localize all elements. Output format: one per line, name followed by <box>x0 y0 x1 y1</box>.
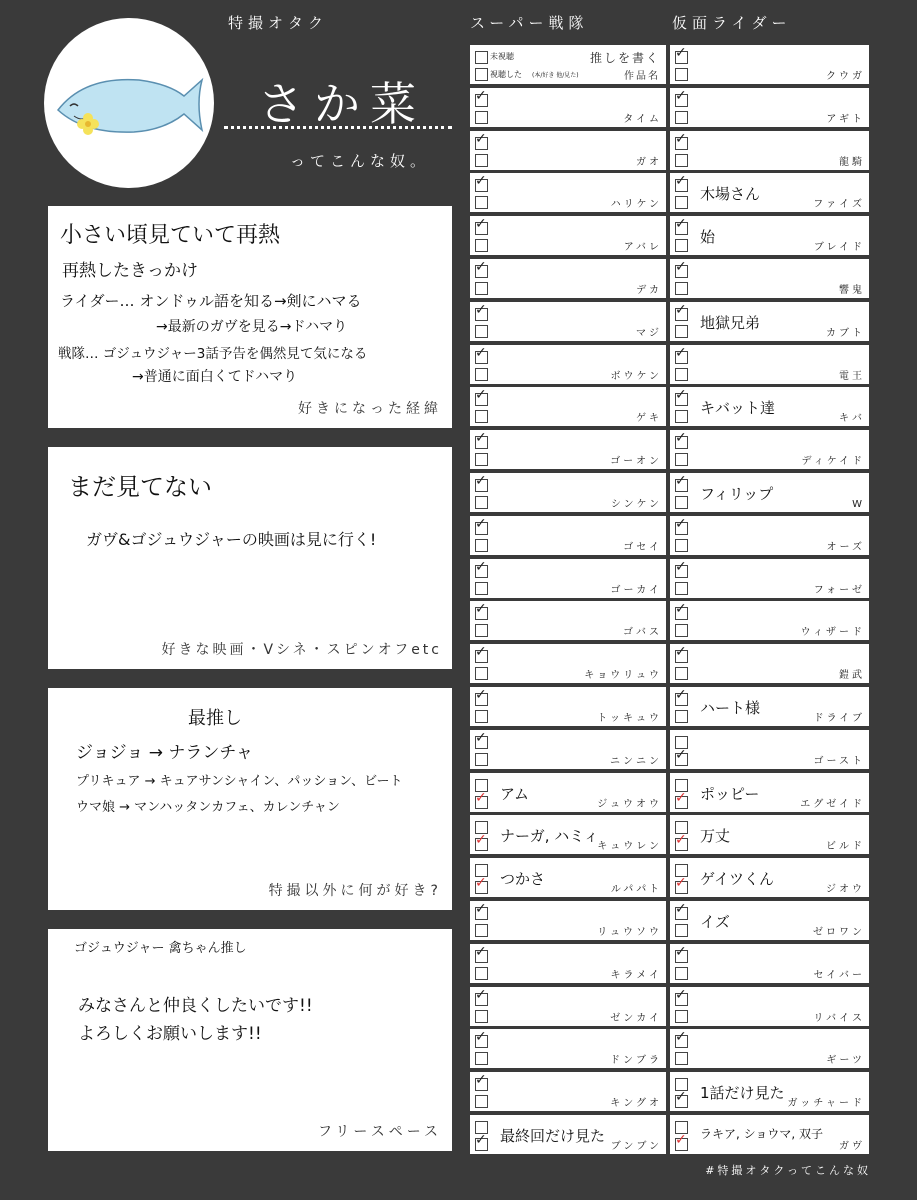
rider-top-checkbox[interactable] <box>675 907 688 920</box>
rider-top-checkbox[interactable] <box>675 1035 688 1048</box>
rider-series-name: 響鬼 <box>839 285 865 296</box>
rider-series-name: セイバー <box>813 969 865 981</box>
sentai-series-name: ハリケン <box>610 199 662 211</box>
rider-oshi-note: 地獄兄弟 <box>700 313 761 332</box>
rider-bottom-checkbox[interactable] <box>675 967 688 980</box>
sentai-top-checkbox[interactable] <box>475 222 488 235</box>
sentai-row <box>470 473 666 512</box>
rider-bottom-checkbox[interactable] <box>675 111 688 124</box>
sentai-series-name: デカ <box>636 285 662 296</box>
fish-icon <box>44 18 214 188</box>
panel4-line-2: よろしくお願いします!! <box>78 1024 262 1044</box>
rider-row <box>670 216 869 255</box>
rider-bottom-checkbox[interactable] <box>675 368 688 381</box>
legend-watched-note: (本/好き 他/見た) <box>532 72 579 79</box>
sentai-bottom-checkbox[interactable] <box>475 582 488 595</box>
rider-top-checkbox[interactable] <box>675 351 688 364</box>
rider-top-checkbox[interactable] <box>675 950 688 963</box>
rider-row <box>670 687 869 726</box>
sentai-series-name: ドンブラ <box>610 1055 662 1067</box>
rider-series-name: 鎧武 <box>839 670 865 682</box>
sentai-series-name: シンケン <box>610 499 662 510</box>
sentai-bottom-checkbox[interactable] <box>475 667 488 680</box>
rider-bottom-checkbox[interactable] <box>675 796 688 809</box>
sentai-row <box>470 944 666 983</box>
rider-row <box>670 259 869 298</box>
rider-series-name: エグゼイド <box>800 798 865 810</box>
rider-row <box>670 773 869 812</box>
sentai-bottom-checkbox[interactable] <box>475 496 488 509</box>
sentai-row <box>470 987 666 1026</box>
rider-bottom-checkbox[interactable] <box>675 710 688 723</box>
sentai-series-name: タイム <box>623 113 662 125</box>
sentai-top-checkbox[interactable] <box>475 436 488 449</box>
sentai-row <box>470 1115 666 1154</box>
sentai-row <box>470 559 666 598</box>
sentai-top-checkbox[interactable] <box>475 393 488 406</box>
rider-row <box>670 987 869 1026</box>
rider-series-name: オーズ <box>826 541 865 553</box>
legend-cell <box>470 45 666 84</box>
rider-row <box>670 173 869 212</box>
sentai-series-name: ゴバス <box>623 627 662 639</box>
sentai-row <box>470 730 666 769</box>
sentai-series-name: ゴセイ <box>623 541 662 553</box>
sentai-row <box>470 387 666 426</box>
rider-bottom-checkbox[interactable] <box>675 282 688 295</box>
sentai-bottom-checkbox[interactable] <box>475 196 488 209</box>
rider-top-checkbox[interactable] <box>675 479 688 492</box>
sentai-series-name: マジ <box>636 327 662 339</box>
panel2-title: 好きな映画・Vシネ・スピンオフetc <box>161 642 442 658</box>
sentai-oshi-note: アム <box>500 784 529 803</box>
rider-series-name: ビルド <box>826 841 865 853</box>
sentai-bottom-checkbox[interactable] <box>475 624 488 637</box>
sentai-row <box>470 1029 666 1068</box>
rider-series-name: フォーゼ <box>813 584 865 596</box>
sentai-series-name: トッキュウ <box>597 713 662 724</box>
sentai-top-checkbox[interactable] <box>475 308 488 321</box>
rider-row <box>670 858 869 897</box>
sentai-bottom-checkbox[interactable] <box>475 881 488 894</box>
sentai-top-checkbox[interactable] <box>475 736 488 749</box>
sentai-top-checkbox[interactable] <box>475 693 488 706</box>
sentai-row <box>470 88 666 127</box>
rider-row <box>670 601 869 640</box>
rider-row <box>670 644 869 683</box>
rider-bottom-checkbox[interactable] <box>675 624 688 637</box>
name-underline <box>224 126 452 129</box>
sentai-row <box>470 1072 666 1111</box>
legend-watched-label: 視聴した <box>490 70 522 79</box>
rider-oshi-note: ハート様 <box>700 699 761 717</box>
rider-bottom-checkbox[interactable] <box>675 196 688 209</box>
panel-how-i-got-into-it <box>48 206 452 428</box>
sentai-top-checkbox[interactable] <box>475 265 488 278</box>
rider-row <box>670 302 869 341</box>
sentai-bottom-checkbox[interactable] <box>475 239 488 252</box>
sentai-bottom-checkbox[interactable] <box>475 838 488 851</box>
rider-oshi-note: 万丈 <box>700 827 731 846</box>
rider-row <box>670 516 869 555</box>
sentai-series-name: ルパパト <box>610 884 662 896</box>
rider-top-checkbox[interactable] <box>675 179 688 192</box>
panel1-line-2: ライダー… オンドゥル語を知る→剣にハマる <box>60 292 362 310</box>
rider-bottom-checkbox[interactable] <box>675 154 688 167</box>
panel2-line-1: ガヴ&ゴジュウジャーの映画は見に行く! <box>86 530 377 549</box>
rider-top-checkbox[interactable] <box>675 993 688 1006</box>
rider-row <box>670 88 869 127</box>
rider-series-name: ウィザード <box>800 627 865 639</box>
rider-oshi-note: 木場さん <box>700 185 761 204</box>
rider-row <box>670 730 869 769</box>
sentai-top-checkbox[interactable] <box>475 137 488 150</box>
rider-bottom-checkbox[interactable] <box>675 1095 688 1108</box>
sentai-bottom-checkbox[interactable] <box>475 410 488 423</box>
header-sentai: スーパー戦隊 <box>470 14 589 32</box>
rider-oshi-note: イズ <box>700 913 730 931</box>
rider-bottom-checkbox[interactable] <box>675 496 688 509</box>
rider-bottom-checkbox[interactable] <box>675 68 688 81</box>
rider-series-name: キバ <box>839 413 865 425</box>
sentai-series-name: ゲキ <box>636 413 662 425</box>
rider-bottom-checkbox[interactable] <box>675 239 688 252</box>
sentai-series-name: ゴーオン <box>610 456 662 468</box>
sentai-series-name: キュウレン <box>597 841 662 853</box>
panel3-line-0: 最推し <box>188 708 242 729</box>
panel1-line-4: 戦隊… ゴジュウジャー3話予告を偶然見て気になる <box>58 346 368 362</box>
rider-bottom-checkbox[interactable] <box>675 881 688 894</box>
sentai-bottom-checkbox[interactable] <box>475 1010 488 1023</box>
sentai-bottom-checkbox[interactable] <box>475 111 488 124</box>
rider-series-name: ドライブ <box>813 713 865 724</box>
rider-bottom-checkbox[interactable] <box>675 582 688 595</box>
hashtag: #特撮オタクってこんな奴 <box>705 1164 871 1177</box>
profile-avatar <box>44 18 214 188</box>
rider-top-checkbox[interactable] <box>675 94 688 107</box>
rider-row <box>670 345 869 384</box>
legend-oshi-label: 推しを書く <box>589 51 660 65</box>
sentai-series-name: キョウリュウ <box>584 670 662 682</box>
panel1-line-0: 小さい頃見ていて再熱 <box>60 223 281 248</box>
panel4-line-0: ゴジュウジャー 禽ちゃん推し <box>74 941 247 956</box>
sentai-row <box>470 601 666 640</box>
panel1-title: 好きになった経緯 <box>298 401 442 417</box>
sentai-bottom-checkbox[interactable] <box>475 1138 488 1151</box>
sentai-bottom-checkbox[interactable] <box>475 796 488 809</box>
sentai-row <box>470 173 666 212</box>
sentai-top-checkbox[interactable] <box>475 351 488 364</box>
rider-row <box>670 473 869 512</box>
panel4-title: フリースペース <box>317 1124 442 1140</box>
sentai-series-name: ジュウオウ <box>597 798 662 810</box>
legend-watched-checkbox <box>475 68 488 81</box>
panel3-line-2: プリキュア → キュアサンシャイン、パッション、ビート <box>76 774 403 789</box>
sentai-bottom-checkbox[interactable] <box>475 368 488 381</box>
sentai-row <box>470 259 666 298</box>
rider-series-name: ジオウ <box>826 884 865 896</box>
sentai-row <box>470 131 666 170</box>
sentai-oshi-note: ナーガ, ハミィ <box>500 827 599 846</box>
rider-series-name: クウガ <box>826 71 865 82</box>
sentai-bottom-checkbox[interactable] <box>475 924 488 937</box>
rider-series-name: 龍騎 <box>839 156 865 168</box>
sentai-row <box>470 516 666 555</box>
sentai-series-name: ガオ <box>636 156 662 168</box>
rider-row <box>670 131 869 170</box>
sentai-top-checkbox[interactable] <box>475 950 488 963</box>
rider-row <box>670 559 869 598</box>
rider-bottom-checkbox[interactable] <box>675 924 688 937</box>
panel2-line-0: まだ見てない <box>68 473 212 501</box>
sentai-top-checkbox[interactable] <box>475 907 488 920</box>
header-left: 特撮オタク <box>228 14 329 32</box>
rider-top-checkbox[interactable] <box>675 650 688 663</box>
panel1-line-3: →最新のガヴを見る→ドハマり <box>156 319 348 335</box>
rider-series-name: リバイス <box>813 1012 865 1024</box>
sentai-series-name: ゼンカイ <box>610 1012 662 1024</box>
sentai-row <box>470 901 666 940</box>
panel-free-space <box>48 929 452 1151</box>
sentai-bottom-checkbox[interactable] <box>475 710 488 723</box>
rider-top-checkbox[interactable] <box>675 436 688 449</box>
rider-row <box>670 45 869 84</box>
sentai-row <box>470 302 666 341</box>
rider-top-checkbox[interactable] <box>675 265 688 278</box>
sentai-series-name: ニンニン <box>610 755 662 767</box>
rider-series-name: アギト <box>826 113 865 125</box>
sentai-bottom-checkbox[interactable] <box>475 1095 488 1108</box>
rider-row <box>670 387 869 426</box>
sentai-series-name: キラメイ <box>610 969 662 981</box>
sentai-series-name: ブンブン <box>610 1141 662 1152</box>
rider-series-name: ギーツ <box>826 1055 865 1067</box>
sentai-top-checkbox[interactable] <box>475 1078 488 1091</box>
sentai-series-name: キングオ <box>610 1098 662 1110</box>
sentai-bottom-checkbox[interactable] <box>475 325 488 338</box>
rider-series-name: カブト <box>826 327 865 339</box>
rider-series-name: 電王 <box>839 370 865 382</box>
rider-bottom-checkbox[interactable] <box>675 453 688 466</box>
panel1-line-1: 再熱したきっかけ <box>62 261 198 281</box>
rider-series-name: ゴースト <box>813 755 865 767</box>
panel-other-likes <box>48 688 452 910</box>
rider-top-checkbox[interactable] <box>675 693 688 706</box>
sentai-top-checkbox[interactable] <box>475 479 488 492</box>
rider-bottom-checkbox[interactable] <box>675 539 688 552</box>
sentai-top-checkbox[interactable] <box>475 565 488 578</box>
rider-top-checkbox[interactable] <box>675 51 688 64</box>
panel3-title: 特撮以外に何が好き? <box>268 883 442 899</box>
sentai-bottom-checkbox[interactable] <box>475 154 488 167</box>
sentai-bottom-checkbox[interactable] <box>475 539 488 552</box>
sentai-top-checkbox[interactable] <box>475 1035 488 1048</box>
sentai-series-name: アバレ <box>623 242 662 254</box>
sentai-row <box>470 216 666 255</box>
rider-row <box>670 1029 869 1068</box>
rider-bottom-checkbox[interactable] <box>675 1052 688 1065</box>
sentai-bottom-checkbox[interactable] <box>475 967 488 980</box>
rider-top-checkbox[interactable] <box>675 393 688 406</box>
panel-movies <box>48 447 452 669</box>
rider-row <box>670 901 869 940</box>
panel4-line-1: みなさんと仲良くしたいです!! <box>78 996 313 1016</box>
panel1-line-5: →普通に面白くてドハマり <box>132 369 298 385</box>
rider-series-name: ファイズ <box>813 199 865 211</box>
rider-oshi-note: ポッピー <box>700 784 760 803</box>
rider-series-name: ゼロワン <box>813 927 865 938</box>
header-rider: 仮面ライダー <box>672 14 792 32</box>
rider-top-checkbox[interactable] <box>675 308 688 321</box>
rider-top-checkbox[interactable] <box>675 522 688 535</box>
legend-work-label: 作品名 <box>624 71 660 82</box>
rider-row <box>670 815 869 854</box>
profile-name: さか菜 <box>258 77 426 131</box>
rider-bottom-checkbox[interactable] <box>675 753 688 766</box>
sentai-top-checkbox[interactable] <box>475 522 488 535</box>
rider-oshi-note: キバット達 <box>700 399 776 418</box>
rider-series-name: ガッチャード <box>787 1098 865 1110</box>
rider-series-name: ガヴ <box>839 1141 865 1152</box>
sentai-bottom-checkbox[interactable] <box>475 453 488 466</box>
sentai-row <box>470 644 666 683</box>
sentai-row <box>470 773 666 812</box>
rider-oshi-note: 1話だけ見た <box>700 1084 785 1103</box>
rider-top-checkbox[interactable] <box>675 137 688 150</box>
rider-bottom-checkbox[interactable] <box>675 667 688 680</box>
sentai-row <box>470 687 666 726</box>
rider-row <box>670 430 869 469</box>
rider-bottom-checkbox[interactable] <box>675 838 688 851</box>
rider-row <box>670 1072 869 1111</box>
sentai-top-checkbox[interactable] <box>475 650 488 663</box>
rider-row <box>670 1115 869 1154</box>
rider-bottom-checkbox[interactable] <box>675 325 688 338</box>
rider-bottom-checkbox[interactable] <box>675 1138 688 1151</box>
sentai-oshi-note: 最終回だけ見た <box>500 1127 606 1145</box>
sentai-top-checkbox[interactable] <box>475 607 488 620</box>
rider-bottom-checkbox[interactable] <box>675 410 688 423</box>
rider-row <box>670 944 869 983</box>
sentai-series-name: リュウソウ <box>597 927 662 938</box>
rider-top-checkbox[interactable] <box>675 607 688 620</box>
rider-oshi-note: ゲイツくん <box>700 870 774 889</box>
rider-oshi-note: ラキア, ショウマ, 双子 <box>700 1127 824 1141</box>
panel3-line-1: ジョジョ → ナランチャ <box>76 743 253 763</box>
sentai-series-name: ゴーカイ <box>610 584 662 596</box>
rider-bottom-checkbox[interactable] <box>675 1010 688 1023</box>
rider-series-name: W <box>852 499 865 510</box>
rider-top-checkbox[interactable] <box>675 222 688 235</box>
profile-subtitle: ってこんな奴。 <box>290 152 431 170</box>
sentai-bottom-checkbox[interactable] <box>475 1052 488 1065</box>
legend-unwatched-checkbox <box>475 51 488 64</box>
sentai-row <box>470 815 666 854</box>
sentai-top-checkbox[interactable] <box>475 94 488 107</box>
rider-series-name: ディケイド <box>801 456 865 468</box>
sentai-top-checkbox[interactable] <box>475 993 488 1006</box>
sentai-top-checkbox[interactable] <box>475 179 488 192</box>
sentai-row <box>470 345 666 384</box>
rider-oshi-note: フィリップ <box>700 485 774 503</box>
rider-top-checkbox[interactable] <box>675 565 688 578</box>
sentai-row <box>470 430 666 469</box>
rider-series-name: ブレイド <box>813 242 865 254</box>
sentai-oshi-note: つかさ <box>500 870 546 889</box>
sentai-bottom-checkbox[interactable] <box>475 282 488 295</box>
sentai-row <box>470 858 666 897</box>
panel3-line-3: ウマ娘 → マンハッタンカフェ、カレンチャン <box>76 800 340 815</box>
legend-unwatched-label: 未視聴 <box>490 52 514 61</box>
sentai-series-name: ボウケン <box>610 370 662 382</box>
rider-oshi-note: 始 <box>700 228 716 247</box>
sentai-bottom-checkbox[interactable] <box>475 753 488 766</box>
